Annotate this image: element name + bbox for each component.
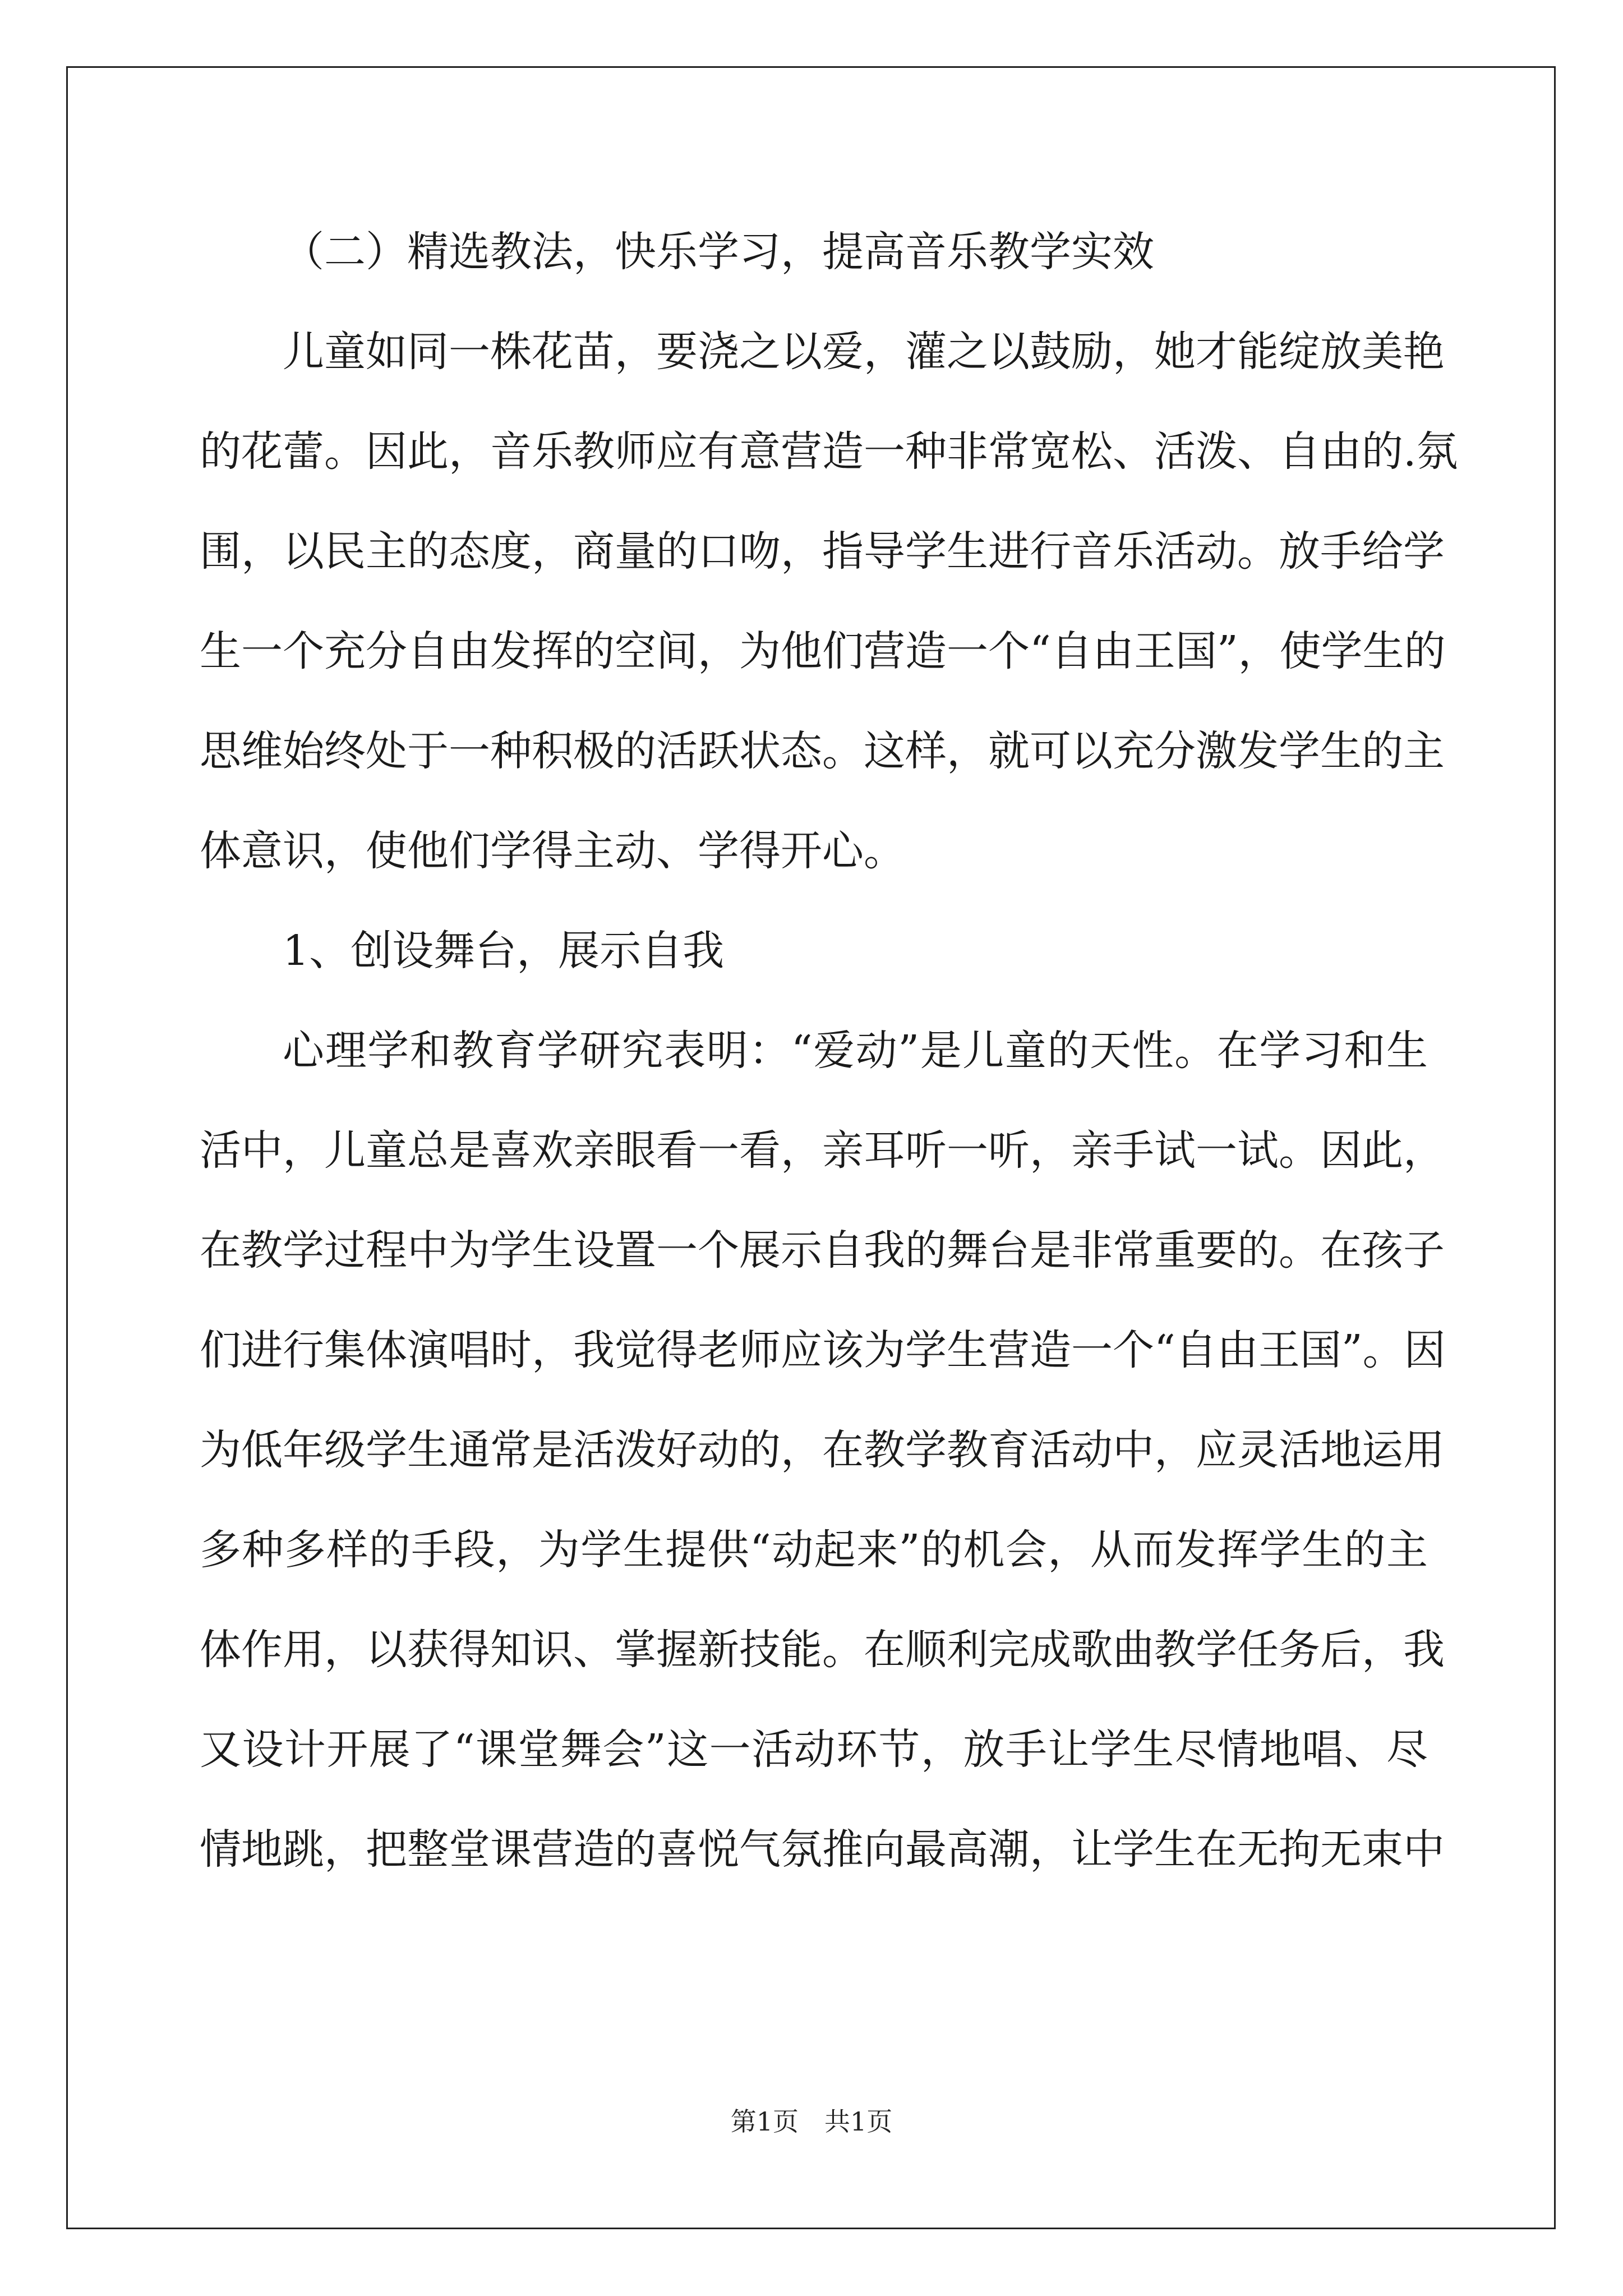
paragraph-line: 又设计开展了“课堂舞会”这一活动环节，放手让学生尽情地唱、尽 <box>200 1726 1428 1774</box>
paragraph-line: 思维始终处于一种积极的活跃状态。这样，就可以充分激发学生的主 <box>200 727 1445 775</box>
paragraph-line: 情地跳，把整堂课营造的喜悦气氛推向最高潮，让学生在无拘无束中 <box>200 1825 1445 1874</box>
paragraph-line: 围，以民主的态度，商量的口吻，指导学生进行音乐活动。放手给学 <box>200 527 1445 576</box>
document-body <box>200 202 1458 1899</box>
subheading: 1、创设舞台，展示自我 <box>283 927 725 975</box>
paragraph-line: 活中，儿童总是喜欢亲眼看一看，亲耳听一听，亲手试一试。因此， <box>200 1126 1445 1175</box>
section-heading: （二）精选教法，快乐学习，提高音乐教学实效 <box>283 228 1154 276</box>
paragraph-2 <box>200 1001 1446 1899</box>
paragraph-line: 儿童如同一株花苗，要浇之以爱，灌之以鼓励，她才能绽放美艳 <box>283 328 1445 376</box>
paragraph-line: 在教学过程中为学生设置一个展示自我的舞台是非常重要的。在孩子 <box>200 1226 1445 1274</box>
paragraph-line: 体意识，使他们学得主动、学得开心。 <box>200 827 905 875</box>
paragraph-line: 生一个充分自由发挥的空间，为他们营造一个“自由王国”，使学生的 <box>200 627 1446 675</box>
paragraph-line: 为低年级学生通常是活泼好动的，在教学教育活动中，应灵活地运用 <box>200 1426 1445 1474</box>
page-footer: 第1页 共1页 <box>730 2106 893 2137</box>
paragraph-line: 的花蕾。因此，音乐教师应有意营造一种非常宽松、活泼、自由的.氛 <box>200 427 1458 476</box>
paragraph-1 <box>200 302 1458 901</box>
paragraph-line: 多种多样的手段，为学生提供“动起来”的机会，从而发挥学生的主 <box>200 1526 1428 1574</box>
paragraph-line: 心理学和教育学研究表明：“爱动”是儿童的天性。在学习和生 <box>283 1027 1428 1075</box>
paragraph-line: 体作用，以获得知识、掌握新技能。在顺利完成歌曲教学任务后，我 <box>200 1626 1445 1674</box>
paragraph-line: 们进行集体演唱时，我觉得老师应该为学生营造一个“自由王国”。因 <box>200 1326 1446 1374</box>
